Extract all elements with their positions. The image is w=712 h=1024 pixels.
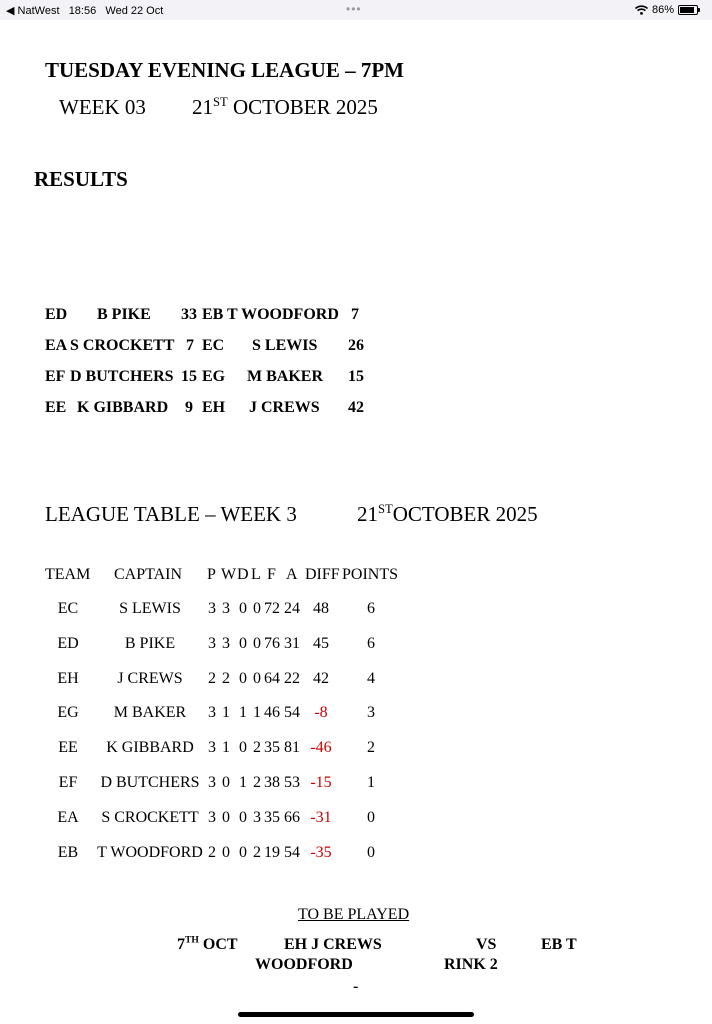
home-indicator[interactable] (238, 1012, 474, 1017)
league-title: TUESDAY EVENING LEAGUE – 7PM (45, 58, 404, 82)
fixture-vs: VS (476, 936, 497, 953)
result-away-captain: T WOODFORD (227, 306, 339, 323)
cell-captain: M BAKER (113, 704, 187, 722)
cell-drawn: 0 (239, 634, 247, 652)
cell-won: 3 (222, 634, 230, 652)
result-away-team-code: EG (202, 368, 226, 385)
result-home-team-code: EF (45, 368, 66, 385)
cell-captain: S LEWIS (119, 600, 181, 617)
cell-against: 24 (284, 600, 300, 617)
result-home-captain: K GIBBARD (77, 399, 169, 416)
to-be-played-heading: TO BE PLAYED (298, 906, 410, 923)
cell-played: 3 (208, 774, 216, 791)
cell-for: 35 (264, 739, 280, 757)
result-away-score: 26 (348, 337, 364, 354)
header-points: POINTS (342, 566, 399, 583)
cell-against: 54 (284, 704, 300, 722)
multitasking-dots-icon[interactable]: ••• (346, 2, 362, 16)
header-for: F (267, 566, 276, 583)
status-bar (0, 0, 712, 20)
cell-diff: -31 (310, 808, 332, 826)
cell-lost: 3 (253, 808, 261, 826)
fixture-rink: RINK 2 (444, 956, 498, 973)
cell-played: 3 (208, 634, 216, 652)
cell-drawn: 0 (239, 739, 247, 757)
cell-lost: 2 (253, 739, 261, 757)
result-away-team-code: EC (202, 337, 225, 354)
cell-played: 3 (208, 808, 216, 826)
result-away-captain: S LEWIS (252, 337, 318, 354)
cell-diff: -15 (310, 774, 332, 791)
cell-team: EG (57, 704, 79, 722)
header-date: 21ST OCTOBER 2025 (192, 95, 378, 119)
battery-icon (678, 5, 698, 15)
cell-for: 19 (264, 843, 280, 861)
cell-diff: 42 (313, 669, 329, 687)
cell-played: 2 (208, 843, 216, 861)
cell-lost: 0 (253, 600, 261, 617)
cell-team: EB (57, 843, 79, 861)
cell-lost: 1 (253, 704, 261, 722)
cell-against: 54 (284, 843, 300, 861)
wifi-icon (635, 5, 648, 15)
cell-points: 0 (367, 808, 375, 826)
result-home-captain: B PIKE (97, 306, 151, 323)
cell-won: 0 (222, 808, 230, 826)
back-arrow-icon: ◀ (6, 5, 15, 17)
cell-played: 3 (208, 739, 216, 757)
cell-won: 1 (222, 739, 230, 757)
cell-diff: -8 (314, 704, 328, 722)
cell-drawn: 0 (239, 669, 247, 687)
cell-drawn: 0 (239, 808, 247, 826)
status-date: Wed 22 Oct (105, 5, 164, 17)
cell-captain: J CREWS (117, 669, 183, 687)
cell-for: 38 (264, 774, 280, 791)
cell-won: 3 (222, 600, 230, 617)
cell-diff: -46 (310, 739, 332, 757)
result-home-score: 15 (181, 368, 197, 385)
fixture-date: 7TH OCT (177, 934, 238, 953)
result-home-team-code: EA (45, 337, 68, 354)
results-heading: RESULTS (34, 167, 128, 191)
cell-points: 4 (367, 669, 375, 687)
cell-lost: 0 (253, 669, 261, 687)
cell-team: EH (57, 669, 79, 687)
cell-won: 1 (222, 704, 230, 722)
cell-drawn: 0 (239, 600, 247, 617)
result-home-team-code: ED (45, 306, 68, 323)
cell-captain: B PIKE (124, 634, 176, 652)
header-captain: CAPTAIN (114, 566, 183, 583)
cell-points: 3 (367, 704, 375, 722)
result-home-score: 9 (185, 399, 193, 416)
status-time: 18:56 (68, 5, 97, 17)
result-home-score: 7 (186, 337, 194, 354)
header-won: W (221, 566, 237, 583)
cell-points: 1 (367, 774, 375, 791)
cell-captain: T WOODFORD (97, 843, 203, 861)
cell-for: 76 (264, 634, 280, 652)
cell-team: EC (57, 600, 79, 617)
header-against: A (286, 566, 298, 583)
fixture-dash: - (353, 978, 359, 995)
result-away-captain: J CREWS (249, 399, 320, 416)
cell-for: 72 (264, 600, 280, 617)
cell-diff: 48 (313, 600, 329, 617)
back-to-app-link[interactable] (6, 4, 163, 17)
cell-captain: D BUTCHERS (100, 774, 200, 791)
cell-lost: 0 (253, 634, 261, 652)
result-home-team-code: EE (45, 399, 67, 416)
league-table-date: 21STOCTOBER 2025 (357, 502, 538, 526)
cell-team: EE (58, 739, 78, 757)
result-away-score: 42 (348, 399, 364, 416)
cell-lost: 2 (253, 774, 261, 791)
result-home-captain: D BUTCHERS (70, 368, 174, 385)
cell-team: EA (57, 808, 79, 826)
result-away-score: 7 (351, 306, 359, 323)
cell-won: 2 (222, 669, 230, 687)
cell-for: 46 (264, 704, 280, 722)
cell-played: 2 (208, 669, 216, 687)
fixture-home: EH J CREWS (284, 936, 382, 953)
cell-points: 6 (367, 634, 375, 652)
cell-against: 66 (284, 808, 300, 826)
battery-percent: 86% (651, 4, 674, 16)
fixture-away-cont: WOODFORD (255, 956, 353, 973)
cell-against: 81 (284, 739, 300, 757)
result-home-score: 33 (181, 306, 197, 323)
cell-captain: S CROCKETT (101, 808, 199, 826)
header-played: P (207, 566, 216, 583)
cell-won: 0 (222, 774, 230, 791)
league-table-title: LEAGUE TABLE – WEEK 3 (45, 502, 297, 526)
cell-drawn: 1 (239, 774, 247, 791)
back-app-label: NatWest (17, 5, 60, 17)
cell-lost: 2 (253, 843, 261, 861)
header-drawn: D (237, 566, 249, 583)
cell-diff: 45 (313, 634, 329, 652)
cell-points: 2 (367, 739, 375, 757)
cell-diff: -35 (310, 843, 332, 861)
cell-drawn: 1 (239, 704, 247, 722)
header-team: TEAM (45, 566, 91, 583)
cell-team: ED (57, 634, 79, 652)
fixture-away: EB T (541, 936, 577, 953)
result-away-captain: M BAKER (247, 368, 323, 385)
cell-against: 22 (284, 669, 300, 687)
cell-against: 31 (284, 634, 300, 652)
cell-played: 3 (208, 600, 216, 617)
result-away-team-code: EH (202, 399, 226, 416)
cell-points: 6 (367, 600, 375, 617)
cell-played: 3 (208, 704, 216, 722)
cell-captain: K GIBBARD (106, 739, 194, 757)
header-diff: DIFF (305, 566, 340, 583)
week-label: WEEK 03 (59, 95, 146, 119)
header-lost: L (251, 566, 261, 583)
cell-for: 35 (264, 808, 280, 826)
cell-against: 53 (284, 774, 300, 791)
cell-for: 64 (264, 669, 280, 687)
result-away-score: 15 (348, 368, 364, 385)
result-away-team-code: EB (202, 306, 224, 323)
result-home-captain: S CROCKETT (70, 337, 175, 354)
cell-won: 0 (222, 843, 230, 861)
cell-drawn: 0 (239, 843, 247, 861)
cell-team: EF (58, 774, 78, 791)
cell-points: 0 (367, 843, 375, 861)
